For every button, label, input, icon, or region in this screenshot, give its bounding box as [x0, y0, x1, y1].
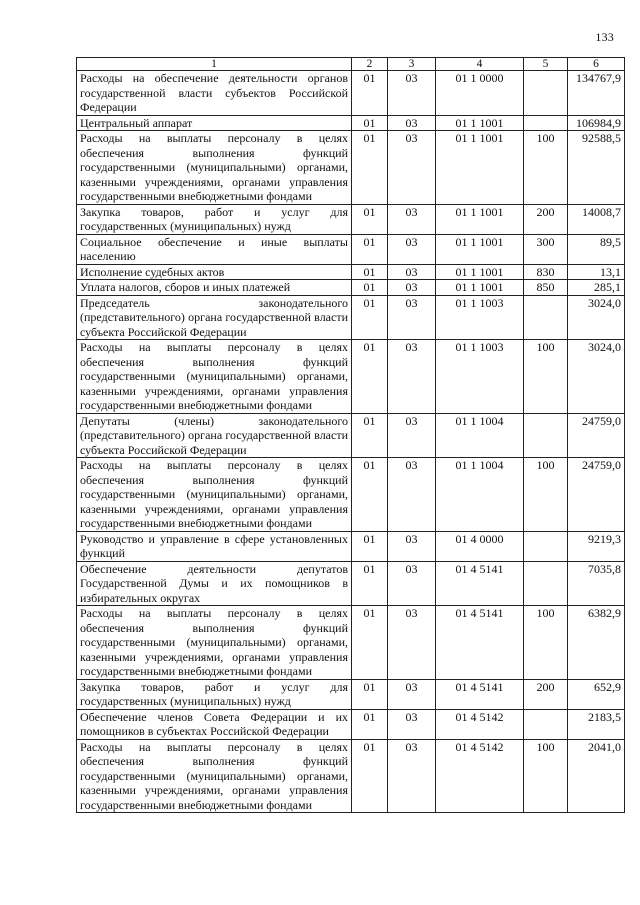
row-target-article: 01 1 1001: [436, 204, 524, 234]
table-row: [77, 295, 625, 340]
row-section: 01: [352, 295, 388, 340]
row-name: Социальное обеспечение и иные выплаты населению: [77, 234, 352, 264]
row-section: 01: [352, 340, 388, 414]
row-expense-type: [524, 115, 568, 131]
row-amount: 285,1: [568, 280, 625, 296]
row-amount: 2183,5: [568, 709, 625, 739]
table-row: [77, 739, 625, 813]
row-target-article: 01 1 1001: [436, 280, 524, 296]
row-expense-type: 200: [524, 679, 568, 709]
row-subsection: 03: [388, 264, 436, 280]
header-cell-expense-type: 5: [524, 58, 568, 71]
row-name: Уплата налогов, сборов и иных платежей: [77, 280, 352, 296]
row-target-article: 01 1 1004: [436, 458, 524, 532]
row-name: Расходы на выплаты персоналу в целях обеспечения выполнения функций государственными (муниципальными) органами, казенными учреждениями, органами управления государственными внебюджетными фондами: [77, 739, 352, 813]
row-target-article: 01 4 0000: [436, 531, 524, 561]
row-section: 01: [352, 561, 388, 606]
row-section: 01: [352, 115, 388, 131]
row-name: Председатель законодательного (представительного) органа государственной власти субъекта Российской Федерации: [77, 295, 352, 340]
table-header-row: [77, 58, 625, 71]
row-section: 01: [352, 204, 388, 234]
row-name: Расходы на выплаты персоналу в целях обеспечения выполнения функций государственными (муниципальными) органами, казенными учреждениями, органами управления государственными внебюджетными фондами: [77, 340, 352, 414]
table-row: [77, 71, 625, 116]
header-cell-target-article: 4: [436, 58, 524, 71]
row-amount: 13,1: [568, 264, 625, 280]
table-row: [77, 458, 625, 532]
table-row: [77, 606, 625, 680]
row-target-article: 01 4 5142: [436, 709, 524, 739]
table-row: [77, 280, 625, 296]
row-subsection: 03: [388, 531, 436, 561]
row-name: Обеспечение членов Совета Федерации и их помощников в субъектах Российской Федерации: [77, 709, 352, 739]
row-expense-type: 100: [524, 739, 568, 813]
budget-table: [76, 57, 625, 813]
row-section: 01: [352, 739, 388, 813]
table-row: [77, 234, 625, 264]
table-row: [77, 561, 625, 606]
row-expense-type: 100: [524, 458, 568, 532]
header-cell-section: 2: [352, 58, 388, 71]
row-amount: 24759,0: [568, 458, 625, 532]
row-expense-type: 100: [524, 340, 568, 414]
row-subsection: 03: [388, 561, 436, 606]
row-subsection: 03: [388, 679, 436, 709]
table-row: [77, 531, 625, 561]
row-subsection: 03: [388, 709, 436, 739]
row-expense-type: 300: [524, 234, 568, 264]
row-section: 01: [352, 679, 388, 709]
row-section: 01: [352, 131, 388, 205]
row-name: Депутаты (члены) законодательного (представительного) органа государственной власти субъекта Российской Федерации: [77, 413, 352, 458]
row-name: Руководство и управление в сфере установленных функций: [77, 531, 352, 561]
row-name: Обеспечение деятельности депутатов Государственной Думы и их помощников в избирательных округах: [77, 561, 352, 606]
row-section: 01: [352, 606, 388, 680]
row-expense-type: [524, 531, 568, 561]
row-subsection: 03: [388, 458, 436, 532]
row-subsection: 03: [388, 204, 436, 234]
row-target-article: 01 1 1001: [436, 264, 524, 280]
row-section: 01: [352, 709, 388, 739]
row-target-article: 01 1 1001: [436, 234, 524, 264]
row-amount: 14008,7: [568, 204, 625, 234]
row-amount: 2041,0: [568, 739, 625, 813]
row-target-article: 01 1 1004: [436, 413, 524, 458]
row-name: Расходы на выплаты персоналу в целях обеспечения выполнения функций государственными (муниципальными) органами, казенными учреждениями, органами управления государственными внебюджетными фондами: [77, 606, 352, 680]
row-section: 01: [352, 264, 388, 280]
row-subsection: 03: [388, 131, 436, 205]
row-amount: 7035,8: [568, 561, 625, 606]
row-section: 01: [352, 531, 388, 561]
row-subsection: 03: [388, 606, 436, 680]
row-name: Закупка товаров, работ и услуг для государственных (муниципальных) нужд: [77, 204, 352, 234]
row-section: 01: [352, 234, 388, 264]
row-name: Расходы на выплаты персоналу в целях обеспечения выполнения функций государственными (муниципальными) органами, казенными учреждениями, органами управления государственными внебюджетными фондами: [77, 131, 352, 205]
row-name: Центральный аппарат: [77, 115, 352, 131]
row-subsection: 03: [388, 280, 436, 296]
row-expense-type: 100: [524, 131, 568, 205]
row-subsection: 03: [388, 234, 436, 264]
row-amount: 9219,3: [568, 531, 625, 561]
row-expense-type: [524, 295, 568, 340]
row-expense-type: [524, 561, 568, 606]
row-target-article: 01 1 1001: [436, 115, 524, 131]
row-subsection: 03: [388, 340, 436, 414]
row-name: Расходы на выплаты персоналу в целях обеспечения выполнения функций государственными (муниципальными) органами, казенными учреждениями, органами управления государственными внебюджетными фондами: [77, 458, 352, 532]
table-row: [77, 131, 625, 205]
page-number: 133: [595, 30, 614, 44]
table-row: [77, 204, 625, 234]
row-amount: 106984,9: [568, 115, 625, 131]
row-target-article: 01 4 5141: [436, 606, 524, 680]
table-row: [77, 264, 625, 280]
row-expense-type: [524, 413, 568, 458]
row-subsection: 03: [388, 295, 436, 340]
row-expense-type: 850: [524, 280, 568, 296]
row-target-article: 01 1 1003: [436, 340, 524, 414]
table-row: [77, 679, 625, 709]
row-amount: 24759,0: [568, 413, 625, 458]
row-amount: 652,9: [568, 679, 625, 709]
row-amount: 89,5: [568, 234, 625, 264]
row-expense-type: 830: [524, 264, 568, 280]
row-expense-type: 100: [524, 606, 568, 680]
row-amount: 92588,5: [568, 131, 625, 205]
row-section: 01: [352, 280, 388, 296]
row-amount: 6382,9: [568, 606, 625, 680]
table-row: [77, 709, 625, 739]
row-expense-type: 200: [524, 204, 568, 234]
row-name: Исполнение судебных актов: [77, 264, 352, 280]
row-section: 01: [352, 458, 388, 532]
header-cell-name: 1: [77, 58, 352, 71]
row-amount: 134767,9: [568, 71, 625, 116]
row-target-article: 01 1 1003: [436, 295, 524, 340]
row-subsection: 03: [388, 739, 436, 813]
row-section: 01: [352, 413, 388, 458]
header-cell-amount: 6: [568, 58, 625, 71]
row-expense-type: [524, 709, 568, 739]
row-name: Закупка товаров, работ и услуг для государственных (муниципальных) нужд: [77, 679, 352, 709]
row-subsection: 03: [388, 71, 436, 116]
row-amount: 3024,0: [568, 295, 625, 340]
row-target-article: 01 1 1001: [436, 131, 524, 205]
row-target-article: 01 4 5142: [436, 739, 524, 813]
table-row: [77, 115, 625, 131]
row-section: 01: [352, 71, 388, 116]
row-name: Расходы на обеспечение деятельности органов государственной власти субъектов Российской Федерации: [77, 71, 352, 116]
header-cell-subsection: 3: [388, 58, 436, 71]
row-subsection: 03: [388, 115, 436, 131]
row-amount: 3024,0: [568, 340, 625, 414]
table-row: [77, 340, 625, 414]
table-row: [77, 413, 625, 458]
row-target-article: 01 4 5141: [436, 561, 524, 606]
row-subsection: 03: [388, 413, 436, 458]
row-target-article: 01 4 5141: [436, 679, 524, 709]
row-expense-type: [524, 71, 568, 116]
row-target-article: 01 1 0000: [436, 71, 524, 116]
